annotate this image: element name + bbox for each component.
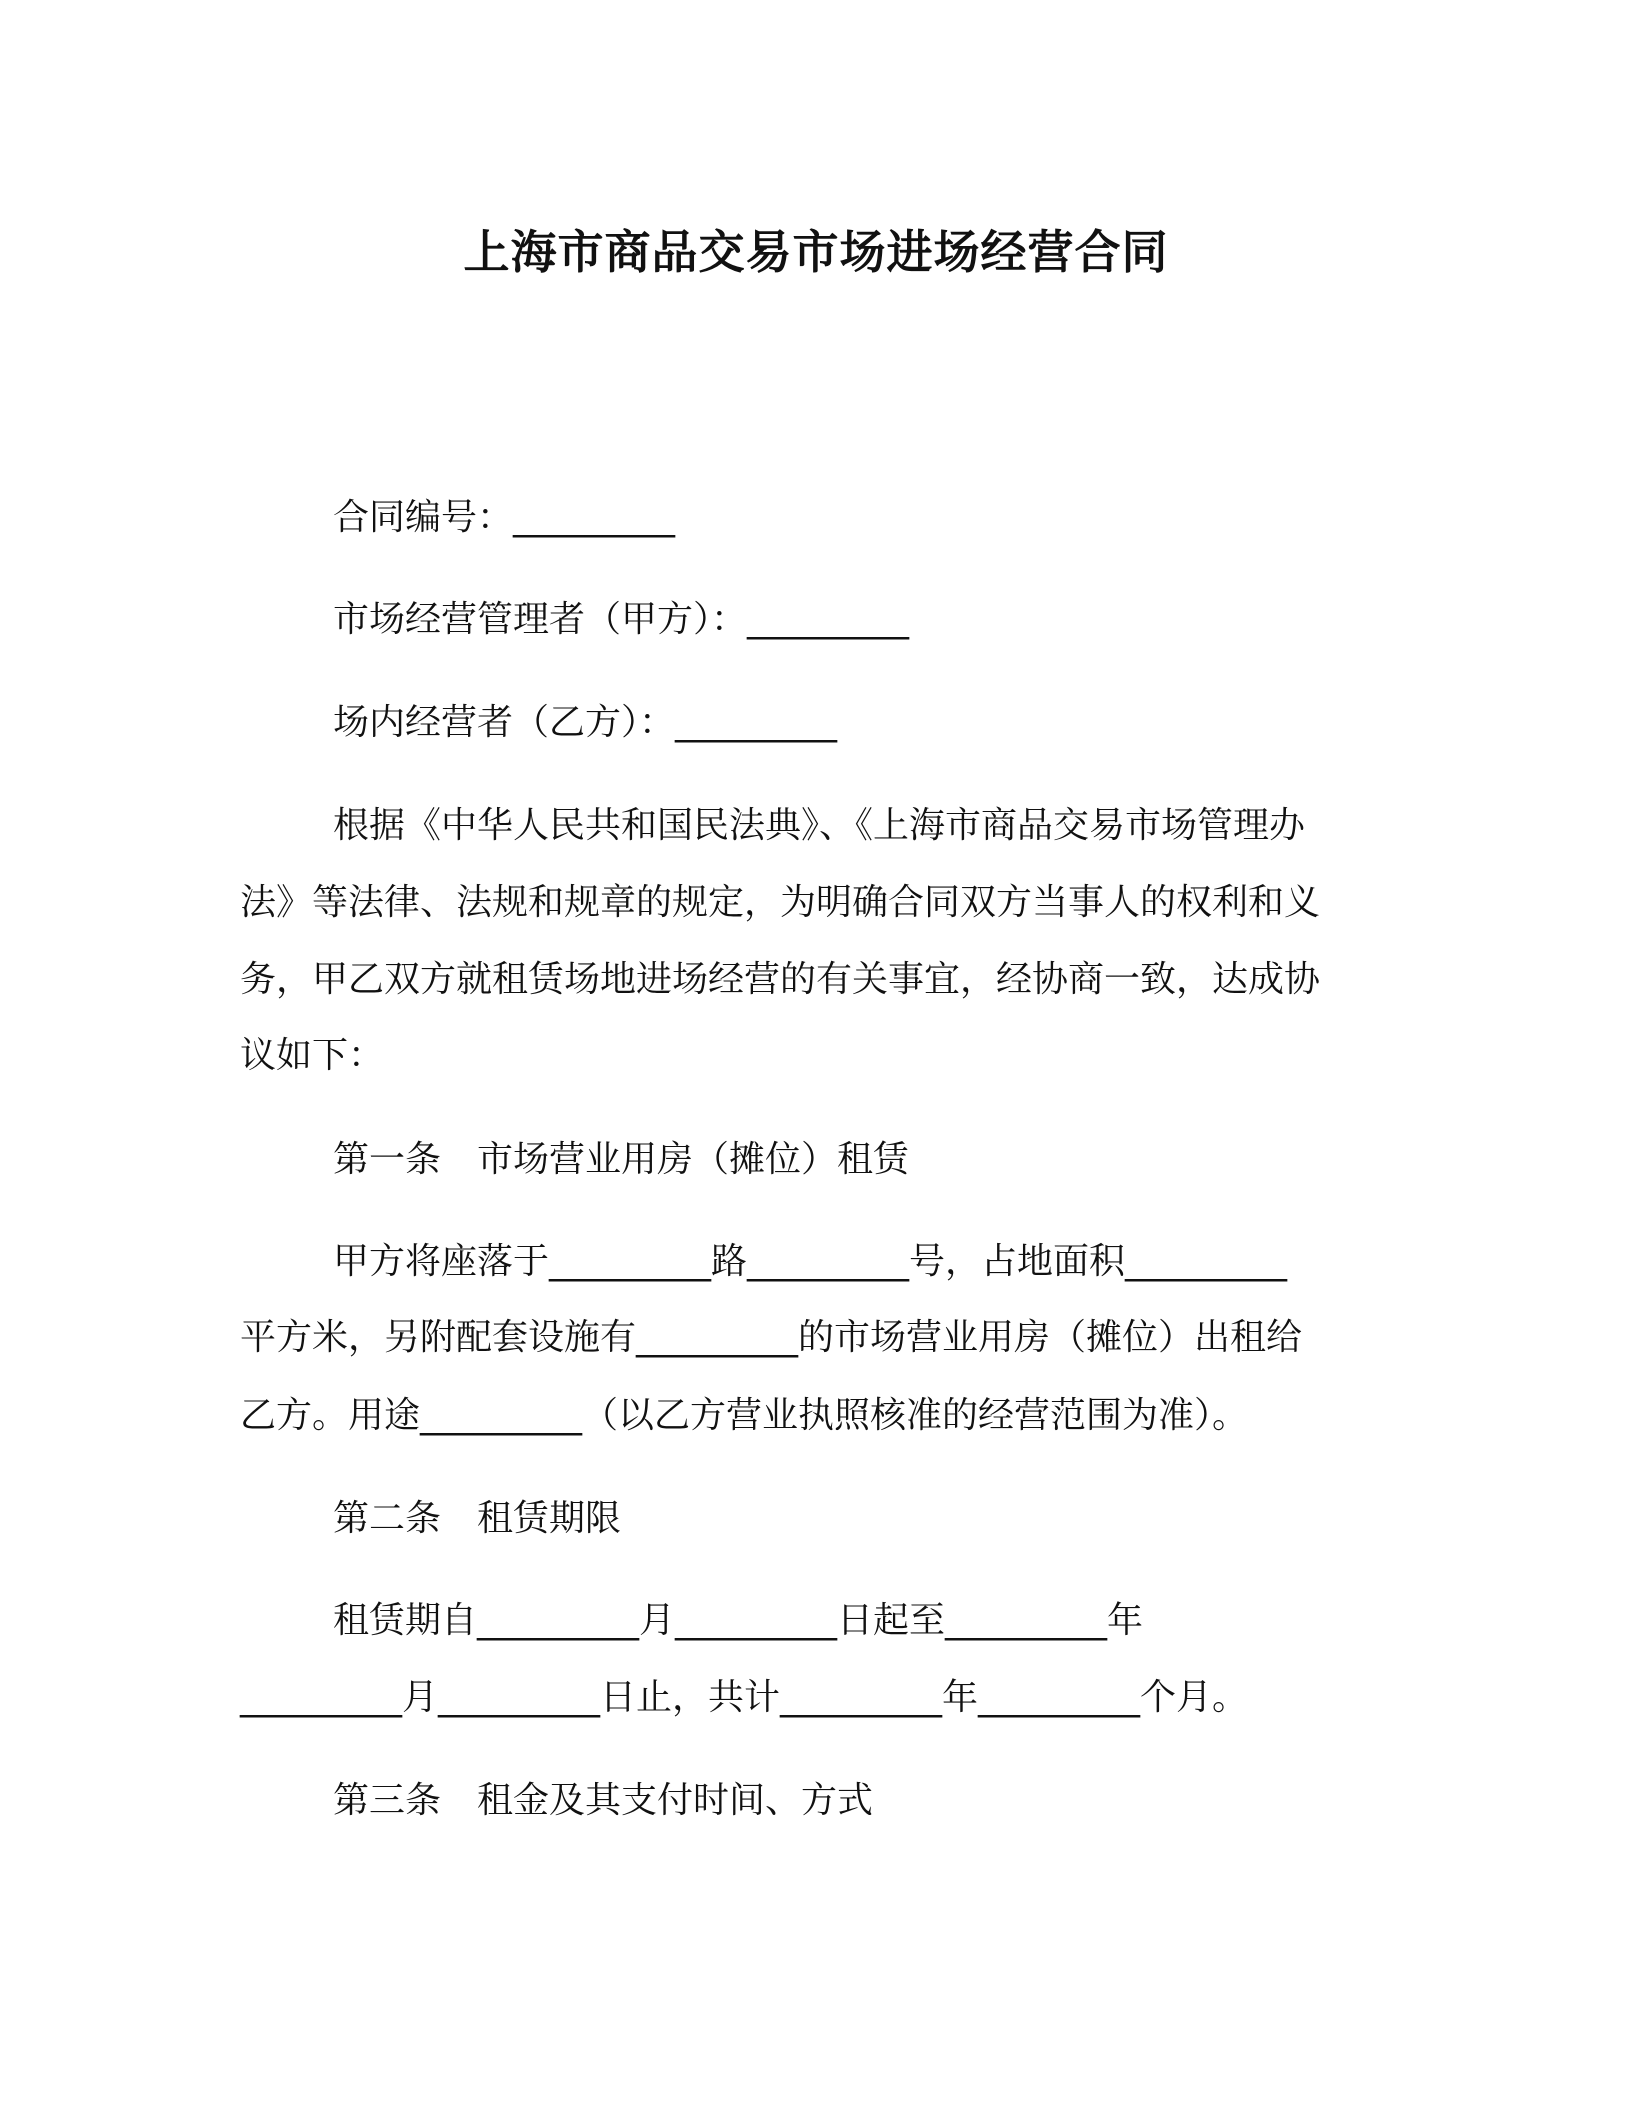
article-3-heading: 第三条 租金及其支付时间、方式 bbox=[333, 1780, 874, 1821]
article-1-line-2: 平方米，另附配套设施有_________的市场营业用房（摊位）出租给 bbox=[240, 1317, 1303, 1358]
article-1-heading: 第一条 市场营业用房（摊位）租赁 bbox=[333, 1139, 910, 1180]
preamble-line-4: 议如下： bbox=[240, 1035, 385, 1076]
document-title: 上海市商品交易市场进场经营合同 bbox=[463, 225, 1169, 279]
article-2-line-1: 租赁期自_________月_________日起至_________年 bbox=[333, 1600, 1144, 1641]
contract-number-line: 合同编号：_________ bbox=[333, 497, 676, 538]
article-2-heading: 第二条 租赁期限 bbox=[333, 1498, 622, 1539]
article-2-line-2: _________月_________日止，共计_________年_________个月。 bbox=[240, 1677, 1249, 1718]
preamble-line-3: 务，甲乙双方就租赁场地进场经营的有关事宜，经协商一致，达成协 bbox=[240, 959, 1321, 1000]
article-1-line-3: 乙方。用途_________（以乙方营业执照核准的经营范围为准）。 bbox=[240, 1395, 1249, 1436]
preamble-line-2: 法》等法律、法规和规章的规定，为明确合同双方当事人的权利和义 bbox=[240, 882, 1321, 923]
preamble-line-1: 根据《中华人民共和国民法典》、《上海市商品交易市场管理办 bbox=[333, 805, 1306, 846]
party-a-line: 市场经营管理者（甲方）：_________ bbox=[333, 599, 910, 640]
article-1-line-1: 甲方将座落于_________路_________号，占地面积_________ bbox=[333, 1241, 1288, 1282]
party-b-line: 场内经营者（乙方）：_________ bbox=[333, 702, 838, 743]
